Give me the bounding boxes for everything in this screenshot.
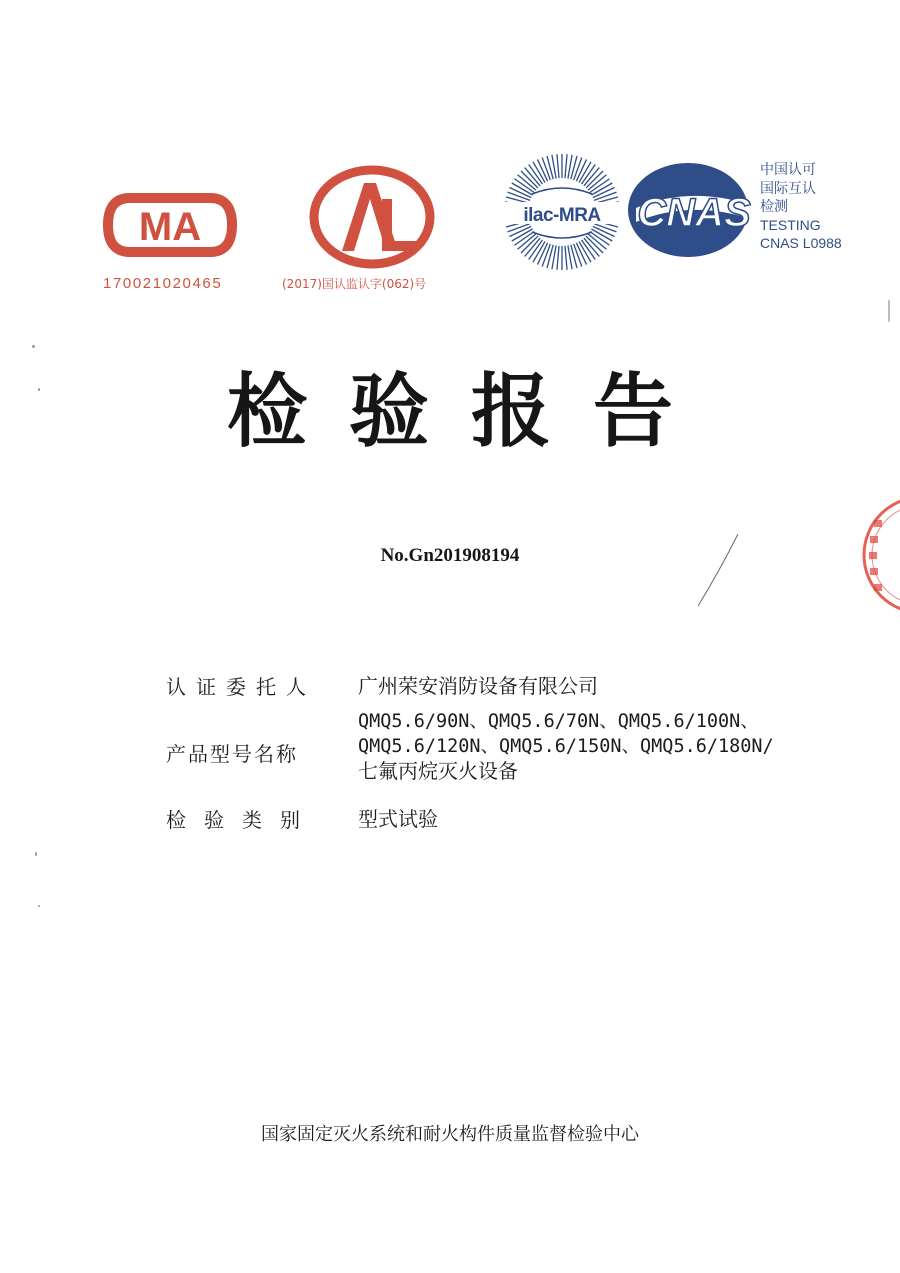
cal-approval-number: (2017)国认监认字(062)号: [282, 277, 427, 291]
scan-speck: [35, 852, 37, 856]
ilac-ray: [574, 157, 582, 180]
cnas-line: 检测: [760, 198, 788, 214]
cnas-line: TESTING: [760, 216, 821, 233]
client-label: 认证委托人: [166, 675, 316, 699]
cnas-logo-icon: [624, 160, 758, 260]
product-value: [358, 709, 774, 784]
cnas-line: CNAS L0988: [760, 235, 842, 251]
cma-logo-text: MA: [138, 205, 202, 249]
product-label: 产品型号名称: [166, 742, 298, 766]
cma-logo-icon: [100, 190, 240, 260]
red-seal-stamp-icon: [856, 490, 900, 620]
report-number: No.Gn201908194: [380, 545, 520, 566]
client-value: 广州荣安消防设备有限公司: [358, 674, 598, 698]
ilac-ray: [594, 192, 617, 200]
cma-certificate-number: 170021020465: [103, 275, 223, 292]
scan-speck: [38, 905, 40, 907]
report-title: 检验报告: [227, 365, 715, 458]
cnas-line: 中国认可: [760, 161, 816, 177]
pen-mark-icon: [690, 530, 750, 610]
scan-speck: [38, 388, 40, 391]
product-line: 七氟丙烷灭火设备: [358, 759, 518, 783]
test-type-label: 检验类别: [166, 808, 318, 832]
ilac-ray: [557, 154, 559, 178]
ilac-ray: [507, 192, 530, 200]
scan-speck: [888, 300, 890, 322]
cnas-accreditation-text: [760, 160, 870, 253]
ilac-ray: [542, 157, 550, 180]
test-type-value: 型式试验: [358, 807, 438, 831]
product-line: QMQ5.6/120N、QMQ5.6/150N、QMQ5.6/180N/: [358, 736, 774, 757]
ilac-mra-logo-text: ilac-MRA: [523, 205, 601, 226]
issuing-organization: 国家固定灭火系统和耐火构件质量监督检验中心: [261, 1124, 639, 1145]
ilac-ray: [557, 246, 559, 270]
ilac-ray: [565, 154, 567, 178]
cnas-line: 国际互认: [760, 179, 816, 196]
ilac-mra-logo-icon: [502, 152, 622, 272]
ilac-ray: [565, 246, 567, 270]
cal-logo-icon: [308, 165, 436, 269]
ilac-ray: [542, 244, 550, 267]
scan-speck: [32, 345, 35, 348]
ilac-ray: [574, 244, 582, 267]
product-line: QMQ5.6/90N、QMQ5.6/70N、QMQ5.6/100N、: [358, 711, 759, 732]
cnas-logo-text: CNAS: [637, 191, 751, 235]
